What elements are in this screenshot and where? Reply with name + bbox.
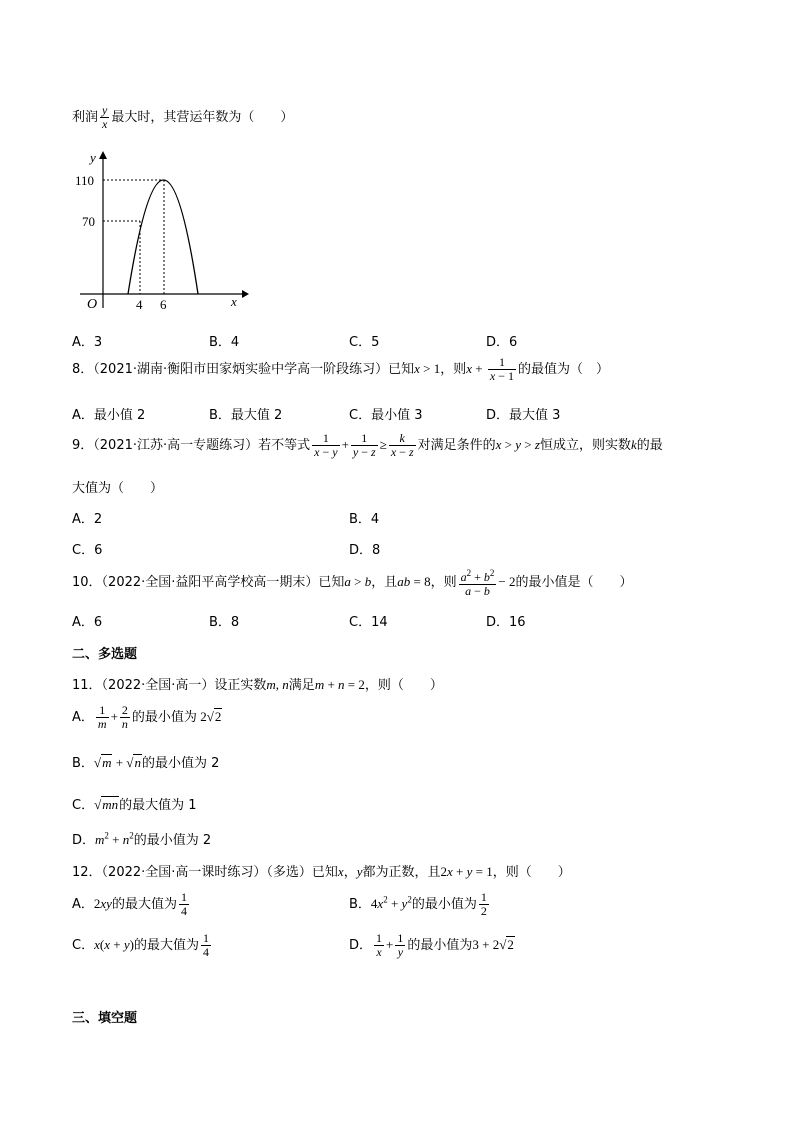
q12-option-d: D． $\frac{1}{x}$ + $\frac{1}{y}$ 的最小值为3 + 2√2 bbox=[349, 931, 514, 959]
q9-option-a: A．2 bbox=[72, 512, 103, 527]
ytick-110: 110 bbox=[75, 173, 95, 188]
q9-lead: 9．（2021·江苏·高一专题练习）若不等式 bbox=[72, 438, 311, 453]
q8-option-a: A．最小值 2 bbox=[72, 408, 146, 423]
q9-stem-line2: 大值为（ ） bbox=[72, 481, 164, 496]
q11-tail2: ，则（ ） bbox=[364, 678, 443, 693]
q7-option-a: A．3 bbox=[72, 335, 103, 350]
q10-option-d: D．16 bbox=[486, 615, 526, 630]
q8-option-d: D．最大值 3 bbox=[486, 408, 561, 423]
fraction-1-over-4-c: $\frac{1}{4}$ bbox=[202, 931, 209, 959]
q10-option-b: B．8 bbox=[209, 615, 240, 630]
q10-lead: 10．（2022·全国·益阳平高学校高一期末）已知 bbox=[72, 575, 345, 590]
q9-option-c: C．6 bbox=[72, 543, 103, 558]
q10-mid2: ，则 bbox=[430, 575, 457, 590]
q7-suffix: 最大时，其营运年数为（ ） bbox=[111, 110, 294, 125]
fraction-k-over-x-minus-z: $\frac{k}{x - z}$ bbox=[390, 431, 414, 459]
q8-mid: ，则 bbox=[440, 362, 467, 377]
q11-option-b: B．√m + √n的最小值为 2 bbox=[72, 755, 220, 771]
fraction-1-over-4: $\frac{1}{4}$ bbox=[180, 890, 187, 918]
q8-tail: 的最值为（ ） bbox=[518, 362, 610, 377]
q12-stem: 12．（2022·全国·高一课时练习）（多选）已知x，y都为正数，且2x + y = 1，则（ ） bbox=[72, 864, 571, 880]
q12-lead: 12．（2022·全国·高一课时练习）（多选）已知 bbox=[72, 865, 338, 880]
q10-mid: ，且 bbox=[371, 575, 398, 590]
q10-tail: 的最小值是（ ） bbox=[515, 575, 633, 590]
y-axis-arrow bbox=[99, 151, 107, 159]
fraction-1-over-y: $\frac{1}{y}$ bbox=[397, 931, 404, 959]
q9-mid: 对满足条件的 bbox=[417, 438, 496, 453]
q7-stem-tail bbox=[72, 104, 293, 131]
q12-mid: 都为正数，且 bbox=[362, 865, 441, 880]
q7-option-c: C．5 bbox=[349, 335, 380, 350]
ytick-70: 70 bbox=[82, 214, 95, 229]
fraction-1-over-2: $\frac{1}{2}$ bbox=[480, 890, 487, 918]
x-axis-arrow bbox=[242, 290, 249, 298]
q12-tail: ，则（ ） bbox=[492, 865, 571, 880]
q8-stem: 8．（2021·湖南·衡阳市田家炳实验中学高一阶段练习）已知x > 1，则x + $\frac{1}{x - 1}$ 的最值为（ ） bbox=[72, 355, 610, 383]
q11-option-d: D．$m^2 + n^2$的最小值为 2 bbox=[72, 830, 212, 848]
fraction-1-over-m: $\frac{1}{m}$ bbox=[97, 703, 107, 731]
q9-tail: 恒成立，则实数 bbox=[539, 438, 631, 453]
q11-lead: 11．（2022·全国·高一）设正实数 bbox=[72, 678, 267, 693]
fraction-1-over-x: $\frac{1}{x}$ bbox=[376, 931, 383, 959]
q7-option-d: D．6 bbox=[486, 335, 518, 350]
q10-stem: 10．（2022·全国·益阳平高学校高一期末）已知a > b，且ab = 8，则 $\frac{a^2 + b^2}{a - b}$ − 2的最小值是（ ） bbox=[72, 568, 633, 598]
y-axis-label: y bbox=[90, 150, 96, 165]
section-title-fill-in: 三、填空题 bbox=[72, 1011, 138, 1026]
q9-option-b: B．4 bbox=[349, 512, 380, 527]
q12-option-b: B．$4x^2 + y^2$的最小值为 $\frac{1}{2}$ bbox=[349, 890, 487, 918]
q12-option-a: A．2xy的最大值为 $\frac{1}{4}$ bbox=[72, 890, 187, 918]
fraction-y-over-x: $\frac{y}{x}$ bbox=[102, 103, 108, 131]
fraction-a2-plus-b2-over-a-minus-b: $\frac{a^2 + b^2}{a - b}$ bbox=[460, 568, 495, 598]
profit-graph bbox=[74, 148, 254, 313]
q11-option-c: C．√mn的最大值为 1 bbox=[72, 797, 197, 813]
q12-option-c: C．x(x + y)的最大值为 $\frac{1}{4}$ bbox=[72, 931, 209, 959]
profit-curve bbox=[128, 180, 198, 294]
q8-option-b: B．最大值 2 bbox=[209, 408, 283, 423]
q10-option-c: C．14 bbox=[349, 615, 388, 630]
xtick-4: 4 bbox=[136, 297, 143, 312]
q10-option-a: A．6 bbox=[72, 615, 103, 630]
x-axis-label: x bbox=[231, 294, 237, 309]
fraction-1-over-x-minus-1: $\frac{1}{x - 1}$ bbox=[489, 355, 514, 383]
q7-prefix: 利润 bbox=[72, 110, 99, 125]
q9-stem: 9．（2021·江苏·高一专题练习）若不等式 $\frac{1}{x - y}$ + $\frac{1}{y - z}$ ≥ $\frac{k}{x - z}$ 对满足条件的x > y > z恒成立，则实数k的最 bbox=[72, 431, 663, 459]
xtick-6: 6 bbox=[160, 297, 167, 312]
q9-tail2: 的最 bbox=[636, 438, 663, 453]
q7-option-b: B．4 bbox=[209, 335, 240, 350]
q9-option-d: D．8 bbox=[349, 543, 381, 558]
fraction-2-over-n: $\frac{2}{n}$ bbox=[121, 703, 128, 731]
section-title-multiple-choice: 二、多选题 bbox=[72, 647, 138, 662]
q11-tail: 满足 bbox=[288, 678, 315, 693]
q8-lead: 8．（2021·湖南·衡阳市田家炳实验中学高一阶段练习）已知 bbox=[72, 362, 415, 377]
fraction-1-over-x-minus-y: $\frac{1}{x - y}$ bbox=[314, 431, 338, 459]
q11-stem: 11．（2022·全国·高一）设正实数m, n满足m + n = 2，则（ ） bbox=[72, 677, 443, 693]
fraction-1-over-y-minus-z: $\frac{1}{y - z}$ bbox=[352, 431, 376, 459]
q11-option-a: A． $\frac{1}{m}$ + $\frac{2}{n}$ 的最小值为 2√2 bbox=[72, 703, 222, 731]
origin-label: O bbox=[87, 297, 98, 312]
q8-option-c: C．最小值 3 bbox=[349, 408, 423, 423]
